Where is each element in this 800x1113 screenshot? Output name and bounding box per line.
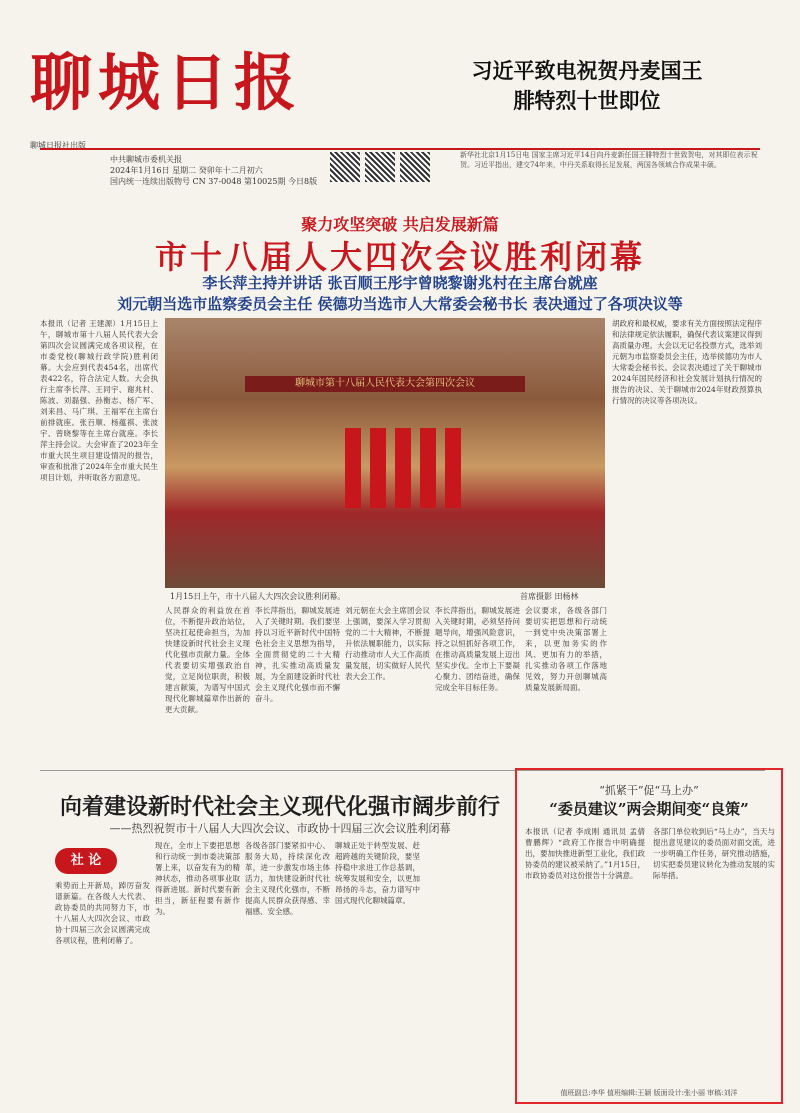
lead-headline[interactable]: 市十八届人大四次会议胜利闭幕 (154, 238, 645, 276)
editorial-badge: 社 论 (55, 848, 117, 874)
side-story-column-1: 本报讯（记者 李成刚 通讯员 孟倩 曹鹏辉）“政府工作报告中明确提出，要加快推进新型工业化，我们政协委员的建议被采纳了。”1月15日，市政协委员对这份报告十分满意。 (525, 827, 645, 880)
lead-column-7: 会议要求，各级各部门要切实把思想和行动统一到党中央决策部署上来，以更加务实的作风、更加有力的举措，扎实推动各项工作落地见效，努力开创聊城高质量发展新局面。 (525, 606, 607, 692)
editor-credits: 值班副总:李华 值班编辑:王颖 版面设计:张小丽 审稿:刘洋 (560, 1089, 738, 1097)
side-story-title: “委员建议”两会期间变“良策” (549, 800, 749, 818)
lead-kicker: 聚力攻坚突破 共启发展新篇 (301, 215, 499, 234)
info-bar (40, 148, 760, 186)
top-news-headline-2: 腓特烈十世即位 (513, 88, 661, 113)
issue-date: 2024年1月16日 星期二 癸卯年十二月初六 (110, 166, 263, 175)
qr-code-icon (365, 152, 395, 182)
lead-deck-2: 刘元朝当选市监察委员会主任 侯德功当选市人大常委会秘书长 表决通过了各项决议等 (117, 295, 683, 313)
side-story-column-2: 各部门单位收到后“马上办”，当天与提出意见建议的委员面对面交流，进一步明确工作任务，研究推动措施，切实把委员建议转化为推动发展的实际举措。 (653, 827, 775, 880)
lead-column-2: 胡政府和最权威，要求有关方面按照法定程序和法律规定依法履职，确保代表议案建议得到高质量办理。大会以无记名投票方式，选举刘元朝为市监察委员会主任，选举侯德功为市人大常委会秘书长。会议表决通过了关于聊城市2024年国民经济和社会发展计划执行情况的报告的决议、关于聊城市2024年财政预算执行情况的决议等各项决议。 (612, 319, 762, 405)
issue-number: 国内统一连续出版物号 CN 37-0048 第10025期 今日8版 (110, 177, 318, 186)
highlighted-side-story[interactable] (515, 768, 783, 1104)
masthead-title: 聊城日报 (30, 46, 303, 119)
lead-column-4: 李长萍指出，聊城发展进入了关键时期。我们要坚持以习近平新时代中国特色社会主义思想为指导，全面贯彻党的二十大精神，扎实推动高质量发展，为全面建设新时代社会主义现代化强市而不懈奋斗。 (255, 606, 340, 703)
lead-deck-1: 李长萍主持并讲话 张百顺王彤宇曾晓黎谢兆村在主席台就座 (202, 274, 598, 292)
top-news-box[interactable] (412, 36, 762, 131)
top-news-headline-1: 习近平致电祝贺丹麦国王 (471, 58, 703, 83)
qr-code-icon (400, 152, 430, 182)
lead-column-6: 李长萍指出，聊城发展进入关键时期，必须坚持问题导向，增强风险意识，持之以恒抓好各项工作，在推动高质量发展上迈出坚实步伐。全市上下要凝心聚力、团结奋进，确保完成全年目标任务。 (435, 606, 520, 692)
side-story-kicker: “抓紧干”促“马上办” (599, 784, 699, 797)
top-news-body: 新华社北京1月15日电 国家主席习近平14日向丹麦新任国王腓特烈十世致贺电，对其即位表示祝贺。习近平指出，建交74年来，中丹关系取得长足发展，两国各领域合作成果丰硕。 (460, 151, 758, 169)
masthead (30, 35, 405, 130)
lead-column-5: 刘元朝在大会主席团会议上强调，要深入学习贯彻党的二十大精神，不断提升依法履职能力，以实际行动推动市人大工作高质量发展，切实做好人民代表大会工作。 (345, 606, 430, 681)
photo-caption: 1月15日上午，市十八届人大四次会议胜利闭幕。 (170, 592, 346, 601)
editorial-column-4: 聊城正处于转型发展、赶超跨越的关键阶段，要坚持稳中求进工作总基调，统筹发展和安全，以更加昂扬的斗志，奋力谱写中国式现代化聊城篇章。 (335, 841, 420, 905)
editorial-column-1: 乘势而上开新局，踔厉奋发谱新篇。在各级人大代表、政协委员的共同努力下，市十八届人大四次会议、市政协十四届三次会议圆满完成各项议程，胜利闭幕了。 (55, 881, 150, 945)
photo-banner: 聊城市第十八届人民代表大会第四次会议 (245, 376, 525, 392)
editorial-column-3: 各级各部门要紧扣中心、服务大局，持续深化改革，进一步激发市场主体活力，加快建设新时代社会主义现代化强市，不断提高人民群众获得感、幸福感、安全感。 (245, 841, 330, 916)
editorial-column-2: 现在，全市上下要把思想和行动统一到市委决策部署上来，以奋发有为的精神状态，推动各项事业取得新进展。新时代要有新担当，新征程要有新作为。 (155, 841, 240, 916)
lead-column-1: 本报讯（记者 王建源）1月15日上午，聊城市第十八届人民代表大会第四次会议圆满完成各项议程，在市委党校(聊城行政学院)胜利闭幕。大会应到代表454名，出席代表422名，符合法定人数。大会执行主席李长萍、王同宇、谢兆村、陈波、刘磊强、孙衡志、杨广军、刘来昌、马广琪、王福军在主席台前排就座。张百顺、杨蕴祺、张波宇、曾晓黎等在主席台就座。李长萍主持会议。大会审查了2023年全市重大民生项目建设情况的报告，审查和批准了2024年全市重大民生项目计划，并听取各方面意见。 (40, 319, 158, 482)
qr-code-icon (330, 152, 360, 182)
conference-photo (165, 318, 605, 588)
edition-label: 聊城日报社出版 (30, 141, 86, 150)
editorial-title[interactable]: 向着建设新时代社会主义现代化强市阔步前行 (59, 794, 500, 820)
lead-column-3: 人民群众的利益放在首位，不断提升政治站位，坚决扛起使命担当，为加快建设新时代社会主义现代化强市贡献力量。全体代表要切实增强政治自觉，立足岗位职责，积极建言献策，为谱写中国式现代化聊城篇章作出新的更大贡献。 (165, 606, 250, 714)
editorial-subtitle: ——热烈祝贺市十八届人大四次会议、市政协十四届三次会议胜利闭幕 (109, 822, 451, 835)
publisher-label: 中共聊城市委机关报 (110, 155, 182, 164)
photo-credit: 首席摄影 田杨林 (520, 592, 579, 601)
